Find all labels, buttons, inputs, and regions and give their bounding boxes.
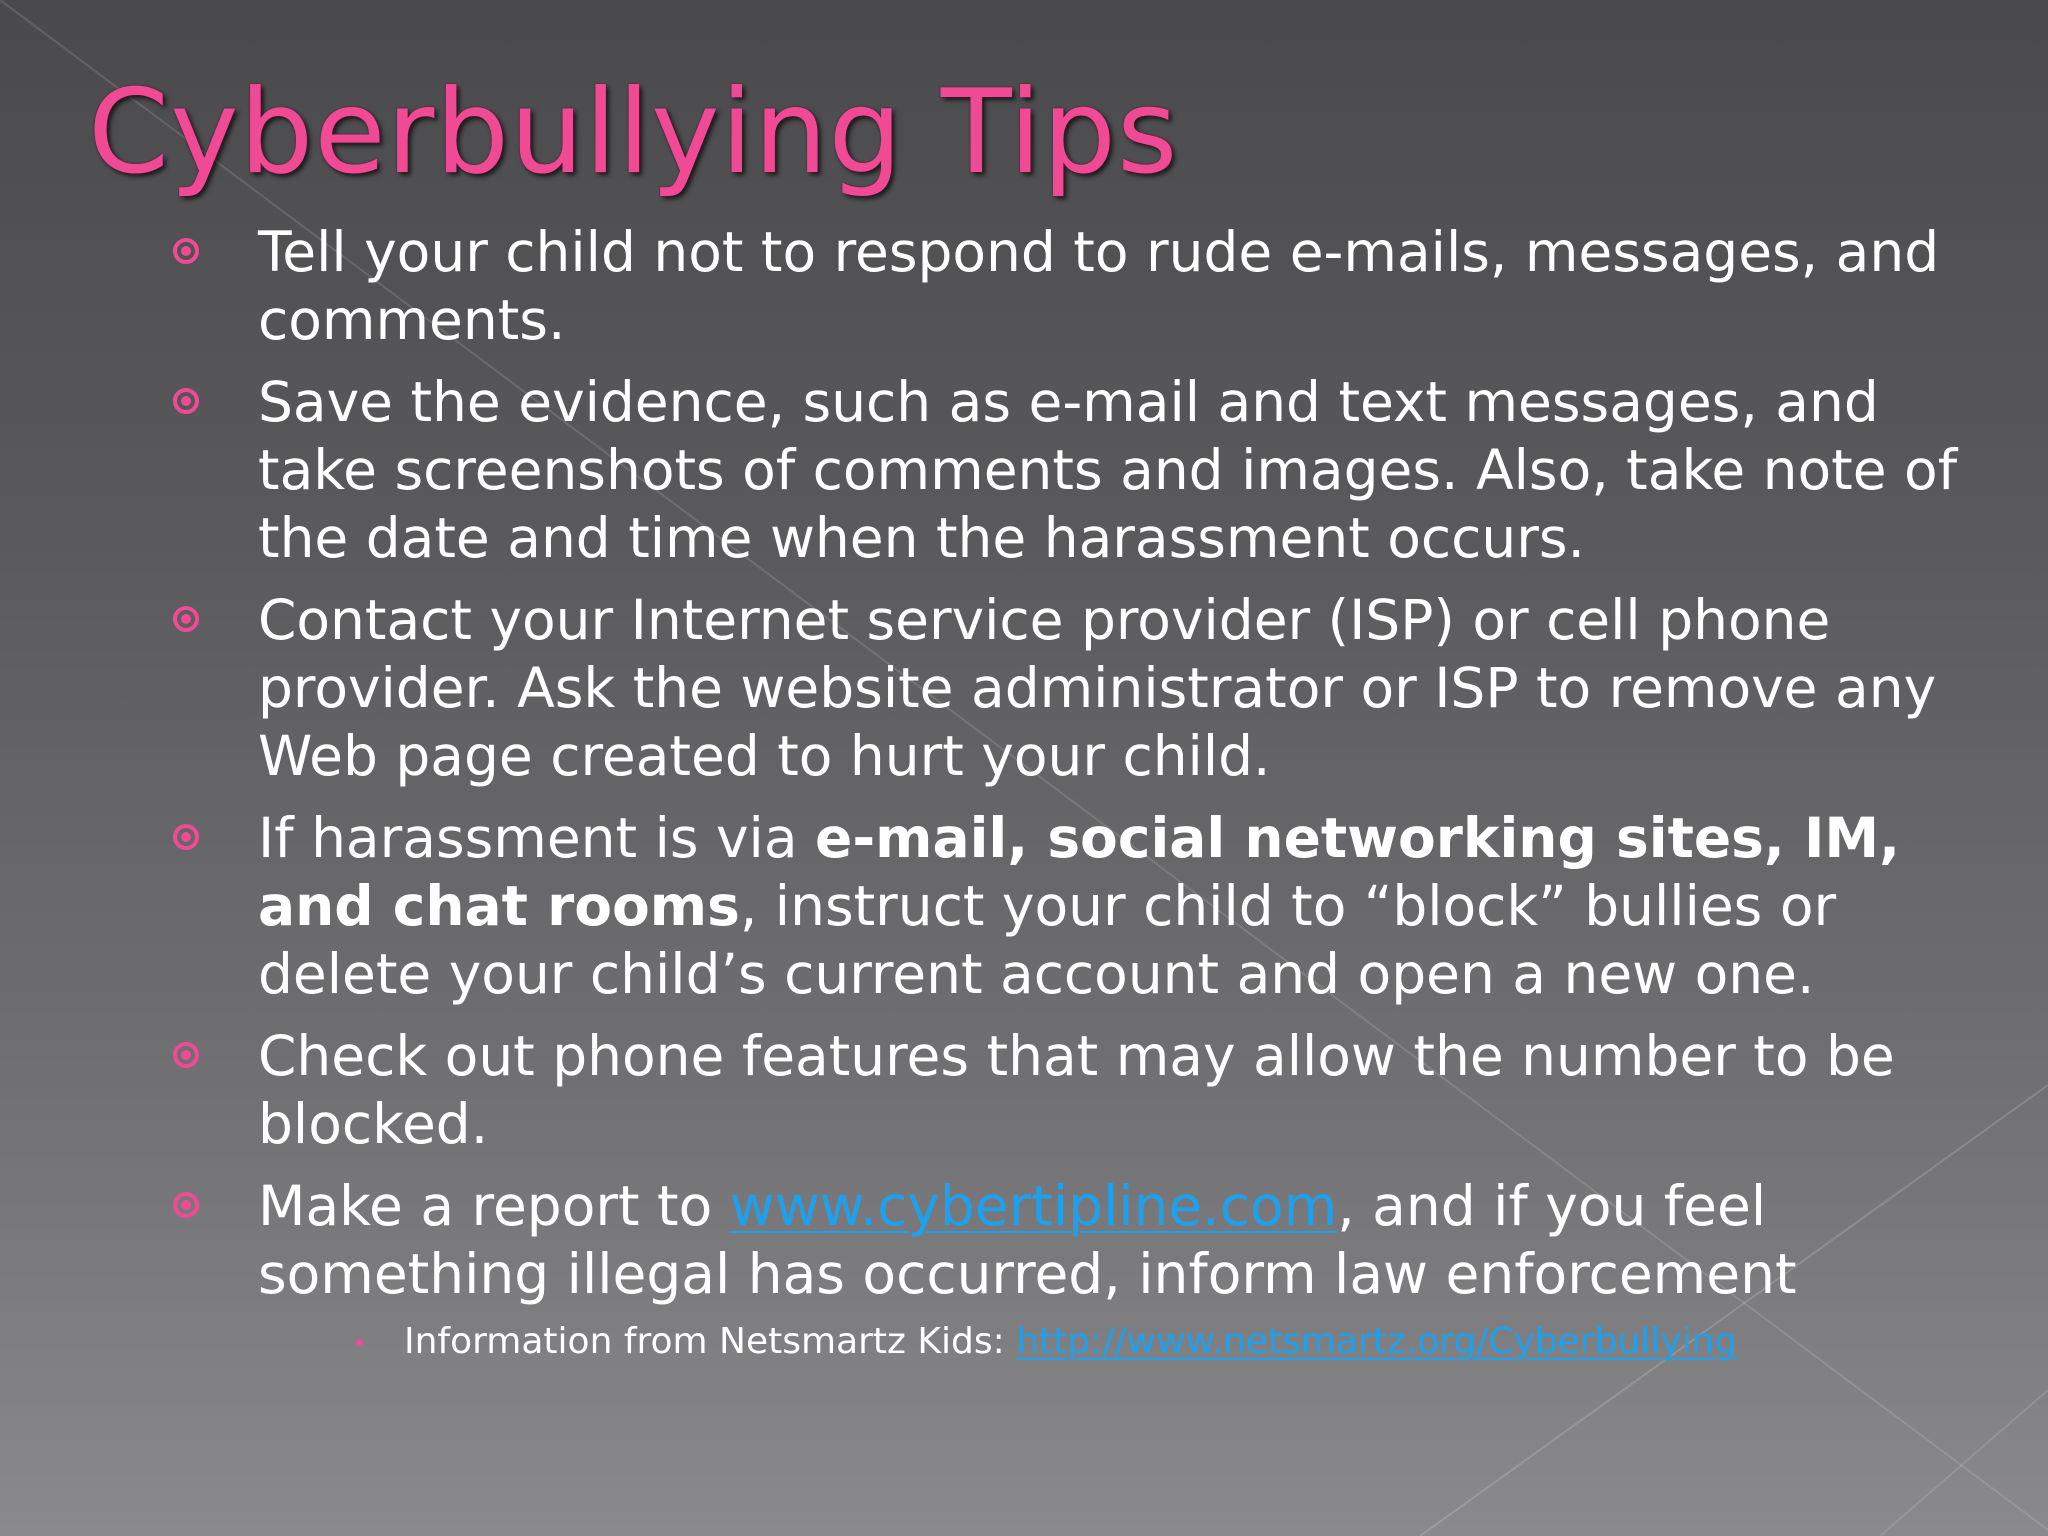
bullet-item [258, 586, 1998, 790]
netsmartz-link[interactable]: http://www.netsmartz.org/Cyberbullying [1016, 1321, 1738, 1362]
bullet-text: Check out phone features that may allow the number to be blocked. [258, 1024, 1895, 1156]
decorative-diagonal-line [1880, 1390, 2048, 1536]
source-note [404, 1318, 1998, 1366]
bullet-text-before: Make a report to [258, 1174, 730, 1238]
circled-dot-icon [173, 1192, 199, 1218]
circled-dot-icon [173, 606, 199, 632]
bullet-text: Contact your Internet service provider (ISP) or cell phone provider. Ask the website administrator or ISP to remove any Web page created to hurt your child. [258, 588, 1937, 788]
source-label: Information from Netsmartz Kids: [404, 1321, 1017, 1362]
bullet-item [258, 368, 1998, 572]
bullet-text: Tell your child not to respond to rude e-mails, messages, and comments. [258, 220, 1940, 352]
cybertipline-link[interactable]: www.cybertipline.com [729, 1174, 1338, 1238]
bullet-item [258, 1172, 1998, 1308]
bullet-item [258, 218, 1998, 354]
bullet-text: Save the evidence, such as e-mail and text messages, and take screenshots of comments and images. Also, take note of the date and time when the harassment occurs. [258, 370, 1958, 570]
bullet-text-before: If harassment is via [258, 806, 816, 870]
bullet-text-after: , and if you feel something illegal has occurred, inform law enforcement [258, 1174, 1797, 1306]
bullet-list [258, 218, 1998, 1366]
bullet-item [258, 804, 1998, 1008]
bullet-text-after: , instruct your child to “block” bullies or delete your child’s current account and open a new one. [258, 874, 1837, 1006]
circled-dot-icon [173, 824, 199, 850]
circled-dot-icon [173, 238, 199, 264]
circled-dot-icon [173, 1042, 199, 1068]
bullet-item [258, 1022, 1998, 1158]
circled-dot-icon [173, 388, 199, 414]
bullet-bold-text: e-mail, social networking sites, IM, and chat rooms [258, 806, 1901, 938]
small-dot-icon [356, 1339, 363, 1346]
slide-title: Cyberbullying Tips [88, 65, 1179, 200]
